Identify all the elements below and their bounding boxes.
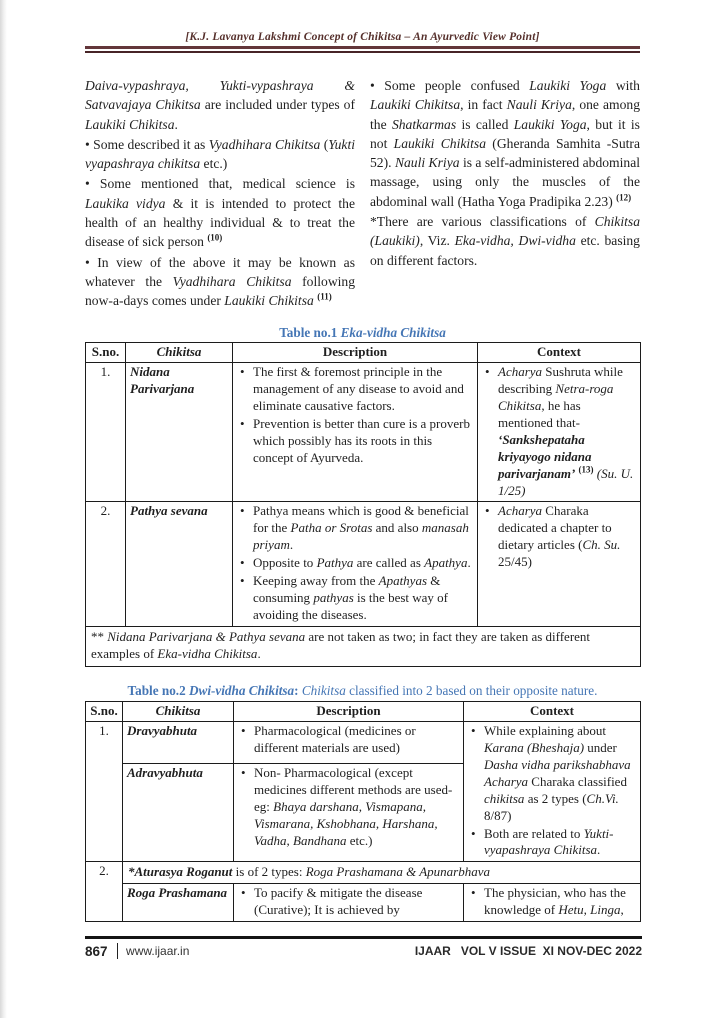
table1-caption: Table no.1 Eka-vidha Chikitsa: [279, 324, 446, 340]
cell-context: [478, 502, 641, 626]
column-header-context: Context: [478, 343, 641, 363]
footer-rule: [85, 936, 642, 939]
table-row: [86, 862, 641, 884]
bullet-item: • Non- Pharmacological (except medicines different methods are used- eg: Bhaya darshana, Vismapana, Vismarana, Kshobhana, Harshana, Vadha, Bandhana etc.): [238, 765, 459, 849]
cell-description: [233, 502, 478, 626]
cell-sno: 2.: [86, 502, 126, 626]
bullet-item: • Opposite to Pathya are called as Apathya.: [237, 555, 473, 572]
bullet-item: • Keeping away from the Apathyas & consuming pathyas is the best way of avoiding the diseases.: [237, 573, 473, 624]
table2-dwi-vidha-chikitsa: [85, 701, 641, 922]
table-row: [86, 363, 641, 502]
bullet-item: • While explaining about Karana (Bheshaja) under Dasha vidha parikshabhava Acharya Charaka classified chikitsa as 2 types (Ch.Vi. 8/87): [468, 723, 636, 824]
cell-merged-subtype: *Aturasya Roganut is of 2 types: Roga Prashamana & Apunarbhava: [123, 862, 641, 884]
column-header-description: Description: [233, 343, 478, 363]
bullet-item: • Both are related to Yukti-vyapashraya Chikitsa.: [468, 826, 636, 860]
bullet-item: • Acharya Sushruta while describing Netra-roga Chikitsa, he has mentioned that- ‘Sankshepataha kriyayogo nidana parivarjanam’ $^{(13)}$ (Su. U. 1/25): [482, 364, 636, 499]
table1-eka-vidha-chikitsa: [85, 342, 641, 667]
footer-divider: [117, 943, 119, 959]
cell-chikitsa: Pathya sevana: [126, 502, 233, 626]
cell-description: [233, 363, 478, 502]
bullet-item: • To pacify & mitigate the disease (Curative); It is achieved by: [238, 885, 459, 919]
bullet-item: • The first & foremost principle in the management of any disease to avoid and eliminate causative factors.: [237, 364, 473, 415]
column-header-description: Description: [234, 702, 464, 722]
cell-description: [234, 722, 464, 764]
cell-chikitsa: Roga Prashamana: [123, 884, 234, 922]
journal-website: www.ijaar.in: [126, 944, 190, 958]
paragraph: *There are various classifications of Chikitsa (Laukiki), Viz. Eka-vidha, Dwi-vidha etc. basing on different factors.: [370, 214, 640, 268]
cell-description: [234, 764, 464, 862]
running-head-title: [K.J. Lavanya Lakshmi Concept of Chikitsa – An Ayurvedic View Point]: [185, 31, 540, 43]
page-header: [85, 0, 640, 53]
journal-issue-info: IJAAR VOL V ISSUE XI NOV-DEC 2022: [414, 944, 642, 958]
paragraph: • Some people confused Laukiki Yoga with Laukiki Chikitsa, in fact Nauli Kriya, one among the Shatkarmas is called Laukiki Yoga, but it is not Laukiki Chikitsa (Gheranda Samhita -Sutra 52). Nauli Kriya is a self-administered abdominal massage, using only the muscles of the abdominal wall (Hatha Yoga Pradipika 2.23) $^{(12)}$: [370, 78, 641, 209]
column-header-sno: S.no.: [86, 702, 123, 722]
cell-context: [478, 363, 641, 502]
cell-sno: 1.: [86, 722, 123, 862]
cell-context: [464, 884, 641, 922]
paragraph: • Some described it as Vyadhihara Chikitsa (Yukti vyapashraya chikitsa etc.): [85, 136, 355, 172]
scan-edge-shadow: [0, 0, 7, 1018]
bullet-item: • Prevention is better than cure is a proverb which possibly has its roots in this concept of Ayurveda.: [237, 416, 473, 467]
bullet-item: • Acharya Charaka dedicated a chapter to dietary articles (Ch. Su. 25/45): [482, 503, 636, 571]
paragraph: • In view of the above it may be known as whatever the Vyadhihara Chikitsa following now-a-days comes under Laukiki Chikitsa $^{(11)}$: [85, 254, 356, 309]
table1-header-row: [86, 343, 641, 363]
cell-context: [464, 722, 641, 862]
left-column: [85, 76, 355, 312]
page-number: 867: [85, 943, 108, 959]
column-header-chikitsa: Chikitsa: [123, 702, 234, 722]
bullet-item: • Pathya means which is good & beneficial for the Patha or Srotas and also manasah priyam.: [237, 503, 473, 554]
paragraph: • Some mentioned that, medical science is Laukika vidya & it is intended to protect the health of an healthy individual & to treat the disease of sick person $^{(10)}$: [85, 176, 355, 250]
cell-chikitsa: Nidana Parivarjana: [126, 363, 233, 502]
table-row: [86, 722, 641, 764]
bullet-item: • Pharmacological (medicines or different materials are used): [238, 723, 459, 757]
cell-description: [234, 884, 464, 922]
table1-footnote-row: [86, 626, 641, 667]
cell-sno: 2.: [86, 862, 123, 922]
page-footer: [85, 936, 642, 959]
column-header-context: Context: [464, 702, 641, 722]
header-double-rule: [85, 46, 640, 53]
table-row: [86, 502, 641, 626]
bullet-item: • The physician, who has the knowledge of Hetu, Linga,: [468, 885, 636, 919]
right-column: [370, 76, 640, 312]
cell-chikitsa: Dravyabhuta: [123, 722, 234, 764]
table-row: [86, 884, 641, 922]
cell-sno: 1.: [86, 363, 126, 502]
paragraph: Daiva-vypashraya, Yukti-vypashraya & Satvavajaya Chikitsa are included under types of Laukiki Chikitsa.: [85, 78, 355, 132]
table2-header-row: [86, 702, 641, 722]
cell-chikitsa: Adravyabhuta: [123, 764, 234, 862]
table2-caption: Table no.2 Dwi-vidha Chikitsa: Chikitsa classified into 2 based on their opposite nature.: [127, 683, 598, 699]
column-header-sno: S.no.: [86, 343, 126, 363]
table1-footnote: ** Nidana Parivarjana & Pathya sevana are not taken as two; in fact they are taken as different examples of Eka-vidha Chikitsa.: [86, 626, 641, 667]
article-body: [85, 76, 640, 312]
column-header-chikitsa: Chikitsa: [126, 343, 233, 363]
